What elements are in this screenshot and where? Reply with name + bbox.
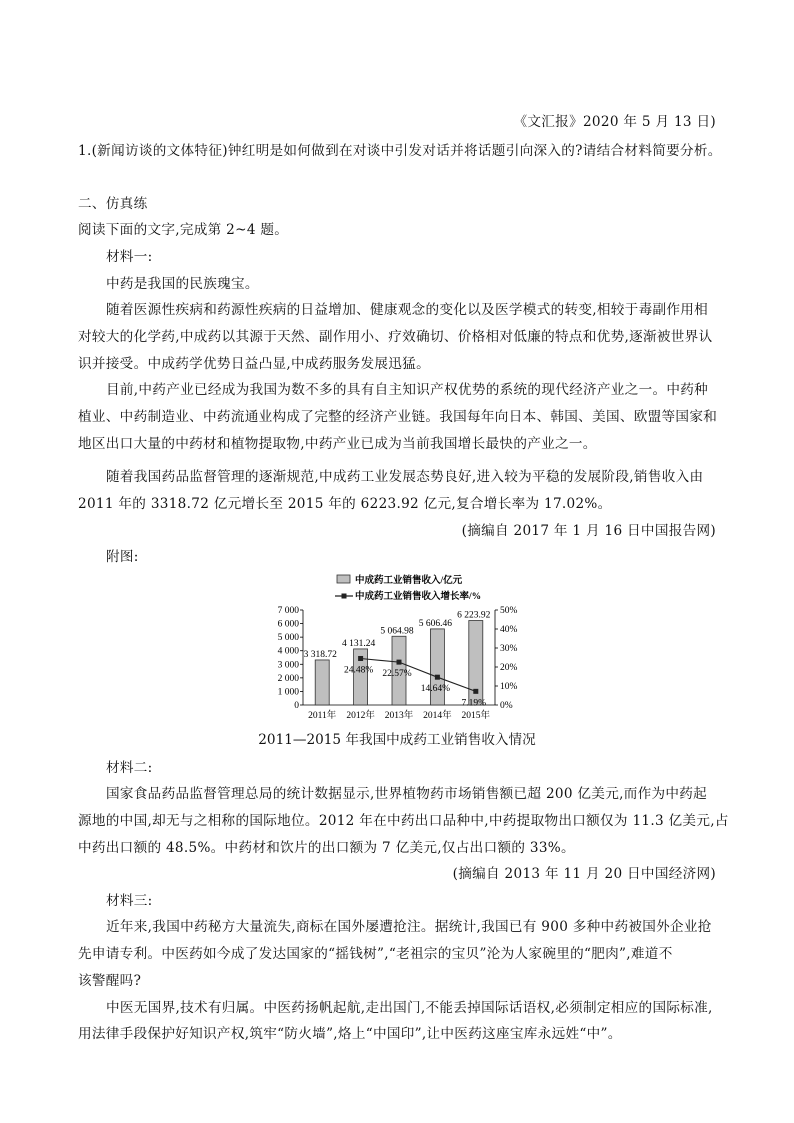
- y2-tick-label: 40%: [500, 625, 518, 635]
- x-tick-label: 2013年: [384, 711, 414, 721]
- legend-bar-swatch: [337, 575, 350, 583]
- paragraph-line: 近年来,我国中药秘方大量流失,商标在国外屡遭抢注。据统计,我国已有 900 多种中药被国外企业抢: [106, 919, 712, 935]
- instruction: 阅读下面的文字,完成第 2~4 题。: [78, 222, 289, 238]
- y-tick-label: 4 000: [277, 646, 299, 657]
- paragraph-line: 识并接受。中成药学优势日益凸显,中成药服务发展迅猛。: [78, 356, 430, 372]
- section-title: 二、仿真练: [78, 196, 148, 212]
- growth-point: [473, 689, 478, 694]
- growth-point: [435, 675, 440, 680]
- sales-chart: [255, 568, 555, 728]
- y-tick-label: 2 000: [277, 673, 299, 684]
- paragraph-line: 2011 年的 3318.72 亿元增长至 2015 年的 6223.92 亿元,复合增长率为 17.02%。: [78, 496, 612, 512]
- x-tick-label: 2012年: [346, 711, 375, 721]
- y-tick-label: 3 000: [277, 660, 299, 671]
- paragraph-line: 用法律手段保护好知识产权,筑牢“防火墙”,烙上“中国印”,让中医药这座宝库永远姓“中”。: [78, 1026, 622, 1042]
- growth-value-label: 24.48%: [343, 665, 374, 676]
- x-tick-label: 2015年: [461, 711, 491, 721]
- material-2-heading: 材料二:: [106, 760, 153, 776]
- material-1-heading: 材料一:: [106, 249, 153, 265]
- material-1-source: (摘编自 2017 年 1 月 16 日中国报告网): [461, 523, 716, 539]
- paragraph-line: 该警醒吗?: [78, 973, 142, 989]
- paragraph-line: 随着医源性疾病和药源性疾病的日益增加、健康观念的变化以及医学模式的转变,相较于毒副作用相: [106, 302, 709, 318]
- paragraph-line: 随着我国药品监督管理的逐渐规范,中成药工业发展态势良好,进入较为平稳的发展阶段,销售收入由: [106, 469, 704, 485]
- growth-point: [358, 656, 363, 661]
- chart-svg: [255, 568, 555, 728]
- paragraph-line: 对较大的化学药,中成药以其源于天然、副作用小、疗效确切、价格相对低廉的特点和优势,逐渐被世界认: [78, 329, 713, 345]
- legend-line-label: 中成药工业销售收入增长率/%: [355, 592, 482, 602]
- growth-value-label: 22.57%: [382, 669, 412, 680]
- x-tick-label: 2011年: [308, 711, 337, 721]
- growth-value-label: 14.64%: [420, 684, 451, 695]
- y2-tick-label: 20%: [500, 663, 518, 673]
- paragraph-line: 目前,中药产业已经成为我国为数不多的具有自主知识产权优势的系统的现代经济产业之一。中药种: [106, 382, 709, 398]
- growth-point: [397, 660, 402, 665]
- material-3-heading: 材料三:: [106, 893, 153, 909]
- material-2-source: (摘编自 2013 年 11 月 20 日中国经济网): [452, 866, 716, 882]
- paragraph-line: 源地的中国,却无与之相称的国际地位。2012 年在中药出口品种中,中药提取物出口额仅为 11.3 亿美元,占: [78, 813, 729, 829]
- source-line: 《文汇报》2020 年 5 月 13 日): [513, 114, 716, 130]
- legend-bar-label: 中成药工业销售收入/亿元: [355, 576, 463, 586]
- growth-line: [361, 658, 476, 691]
- paragraph-line: 先申请专利。中医药如今成了发达国家的“摇钱树”,“老祖宗的宝贝”沦为人家碗里的“肥肉”,难道不: [78, 946, 673, 962]
- growth-value-label: 7.19%: [461, 698, 487, 709]
- y2-tick-label: 10%: [500, 682, 518, 692]
- bar-value-label: 6 223.92: [457, 610, 491, 621]
- paragraph-line: 中药出口额的 48.5%。中药材和饮片的出口额为 7 亿美元,仅占出口额的 33%。: [78, 840, 575, 856]
- y-tick-label: 7 000: [277, 606, 299, 616]
- bar-value-label: 5 606.46: [418, 618, 453, 629]
- chart-caption: 2011—2015 年我国中成药工业销售收入情况: [258, 732, 536, 748]
- x-tick-label: 2014年: [423, 711, 452, 721]
- paragraph-line: 植业、中药制造业、中药流通业构成了完整的经济产业链。我国每年向日本、韩国、美国、欧盟等国家和: [78, 409, 718, 425]
- y-tick-label: 0: [294, 701, 299, 711]
- bar-value-label: 5 064.98: [380, 626, 414, 637]
- y-tick-label: 1 000: [277, 687, 299, 698]
- y2-tick-label: 0%: [500, 701, 513, 711]
- bar-value-label: 3 318.72: [303, 649, 337, 660]
- paragraph-line: 中药是我国的民族瑰宝。: [106, 276, 259, 292]
- paragraph-line: 地区出口大量的中药材和植物提取物,中药产业已成为当前我国增长最快的产业之一。: [78, 436, 597, 452]
- y2-tick-label: 50%: [500, 606, 518, 616]
- paragraph-line: 中医无国界,技术有归属。中医药扬帆起航,走出国门,不能丢掉国际话语权,必须制定相应的国际标准,: [106, 1000, 713, 1016]
- y2-tick-label: 30%: [500, 644, 518, 654]
- paragraph-line: 国家食品药品监督管理总局的统计数据显示,世界植物药市场销售额已超 200 亿美元,而作为中药起: [106, 786, 708, 802]
- y-tick-label: 6 000: [277, 619, 299, 630]
- y-tick-label: 5 000: [277, 633, 299, 644]
- figure-label: 附图:: [106, 549, 139, 565]
- legend-line-marker: [342, 594, 347, 599]
- bar: [315, 660, 329, 705]
- question-1: 1.(新闻访谈的文体特征)钟红明是如何做到在对谈中引发对话并将话题引向深入的?请结合材料简要分析。: [78, 143, 722, 159]
- bar-value-label: 4 131.24: [341, 638, 376, 649]
